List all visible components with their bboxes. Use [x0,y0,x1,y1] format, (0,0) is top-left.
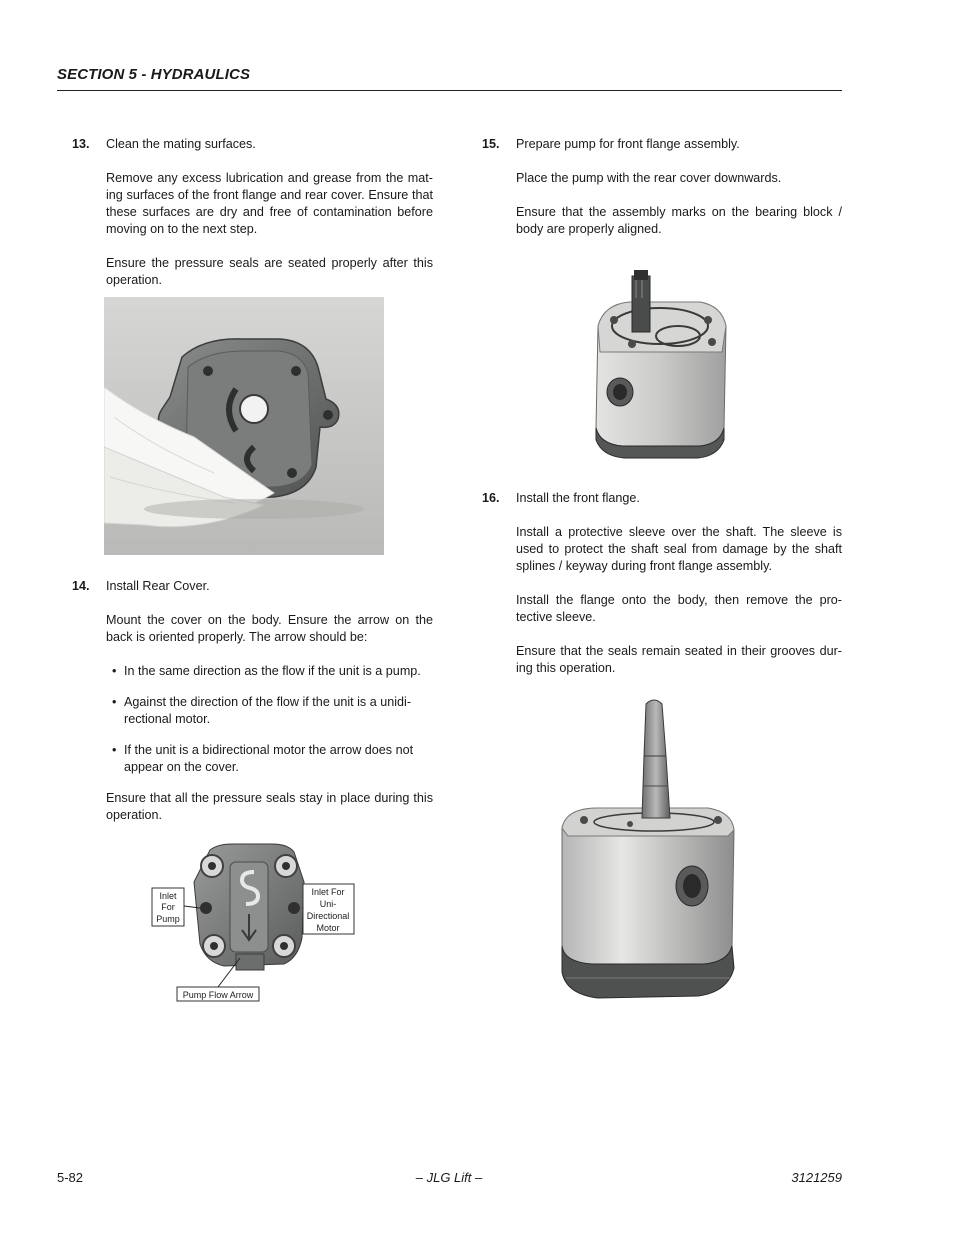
rear-cover-cleaning-photo [104,297,384,555]
label-inlet-motor-line1: Inlet For [311,887,345,897]
step-title: Prepare pump for front flange assembly. [516,137,740,151]
step-title: Clean the mating surfaces. [106,137,256,151]
document-number: 3121259 [791,1170,842,1185]
step-number: 15. [482,137,500,151]
left-column-lower [57,578,433,841]
left-column [57,136,433,306]
step-paragraph: Remove any excess lubrication and grease from the mat-ing surfaces of the front flange and rear cover. Ensure that these surfaces are dry and free of contamination before moving on to the next step. [106,171,433,236]
step-number: 13. [72,137,90,151]
list-item: • In the same direction as the flow if the unit is a pump. [106,663,433,680]
step-title: Install the front flange. [516,491,640,505]
arrow-orientation-list [106,663,433,776]
step-paragraph: Ensure that all the pressure seals stay in place during this operation. [106,791,433,822]
step-number: 14. [72,579,90,593]
step-paragraph: Install a protective sleeve over the shaft. The sleeve is used to protect the shaft seal from damage by the shaft splines / keyway during front flange assembly. [516,525,842,573]
rear-cover-diagram [148,842,358,1004]
page-number: 5-82 [57,1170,84,1185]
step-paragraph: Ensure the pressure seals are seated properly after this operation. [106,256,433,287]
step-title: Install Rear Cover. [106,579,210,593]
right-column-lower [467,490,842,694]
list-item: • Against the direction of the flow if the unit is a unidi-rectional motor. [106,694,433,728]
header-divider [57,90,842,91]
pump-rear-cover-down-photo [590,268,730,460]
step-paragraph: Install the flange onto the body, then remove the pro-tective sleeve. [516,593,842,624]
label-pump-flow-arrow: Pump Flow Arrow [182,990,254,1000]
label-inlet-pump-line2: For [161,902,175,912]
right-column [467,136,842,255]
label-inlet-pump-line3: Pump [156,914,180,924]
section-title: SECTION 5 - HYDRAULICS [57,66,251,83]
step-paragraph: Ensure that the assembly marks on the bearing block / body are properly aligned. [516,205,842,236]
step-14 [57,578,433,824]
step-paragraph: Mount the cover on the body. Ensure the arrow on the back is oriented properly. The arrow should be: [106,613,433,644]
footer-publisher: – JLG Lift – [415,1170,483,1185]
step-16 [467,490,842,677]
list-item: • If the unit is a bidirectional motor the arrow does not appear on the cover. [106,742,433,776]
step-15 [467,136,842,238]
label-inlet-motor-line3: Directional [306,911,350,921]
label-inlet-pump-line1: Inlet [159,891,177,901]
step-paragraph: Ensure that the seals remain seated in their grooves dur-ing this operation. [516,644,842,675]
label-inlet-motor-line2: Uni- [319,899,337,909]
pump-front-flange-sleeve-photo [558,696,740,1006]
step-13 [57,136,433,289]
label-inlet-motor-line4: Motor [316,923,340,933]
step-number: 16. [482,491,500,505]
step-paragraph: Place the pump with the rear cover downwards. [516,171,782,185]
